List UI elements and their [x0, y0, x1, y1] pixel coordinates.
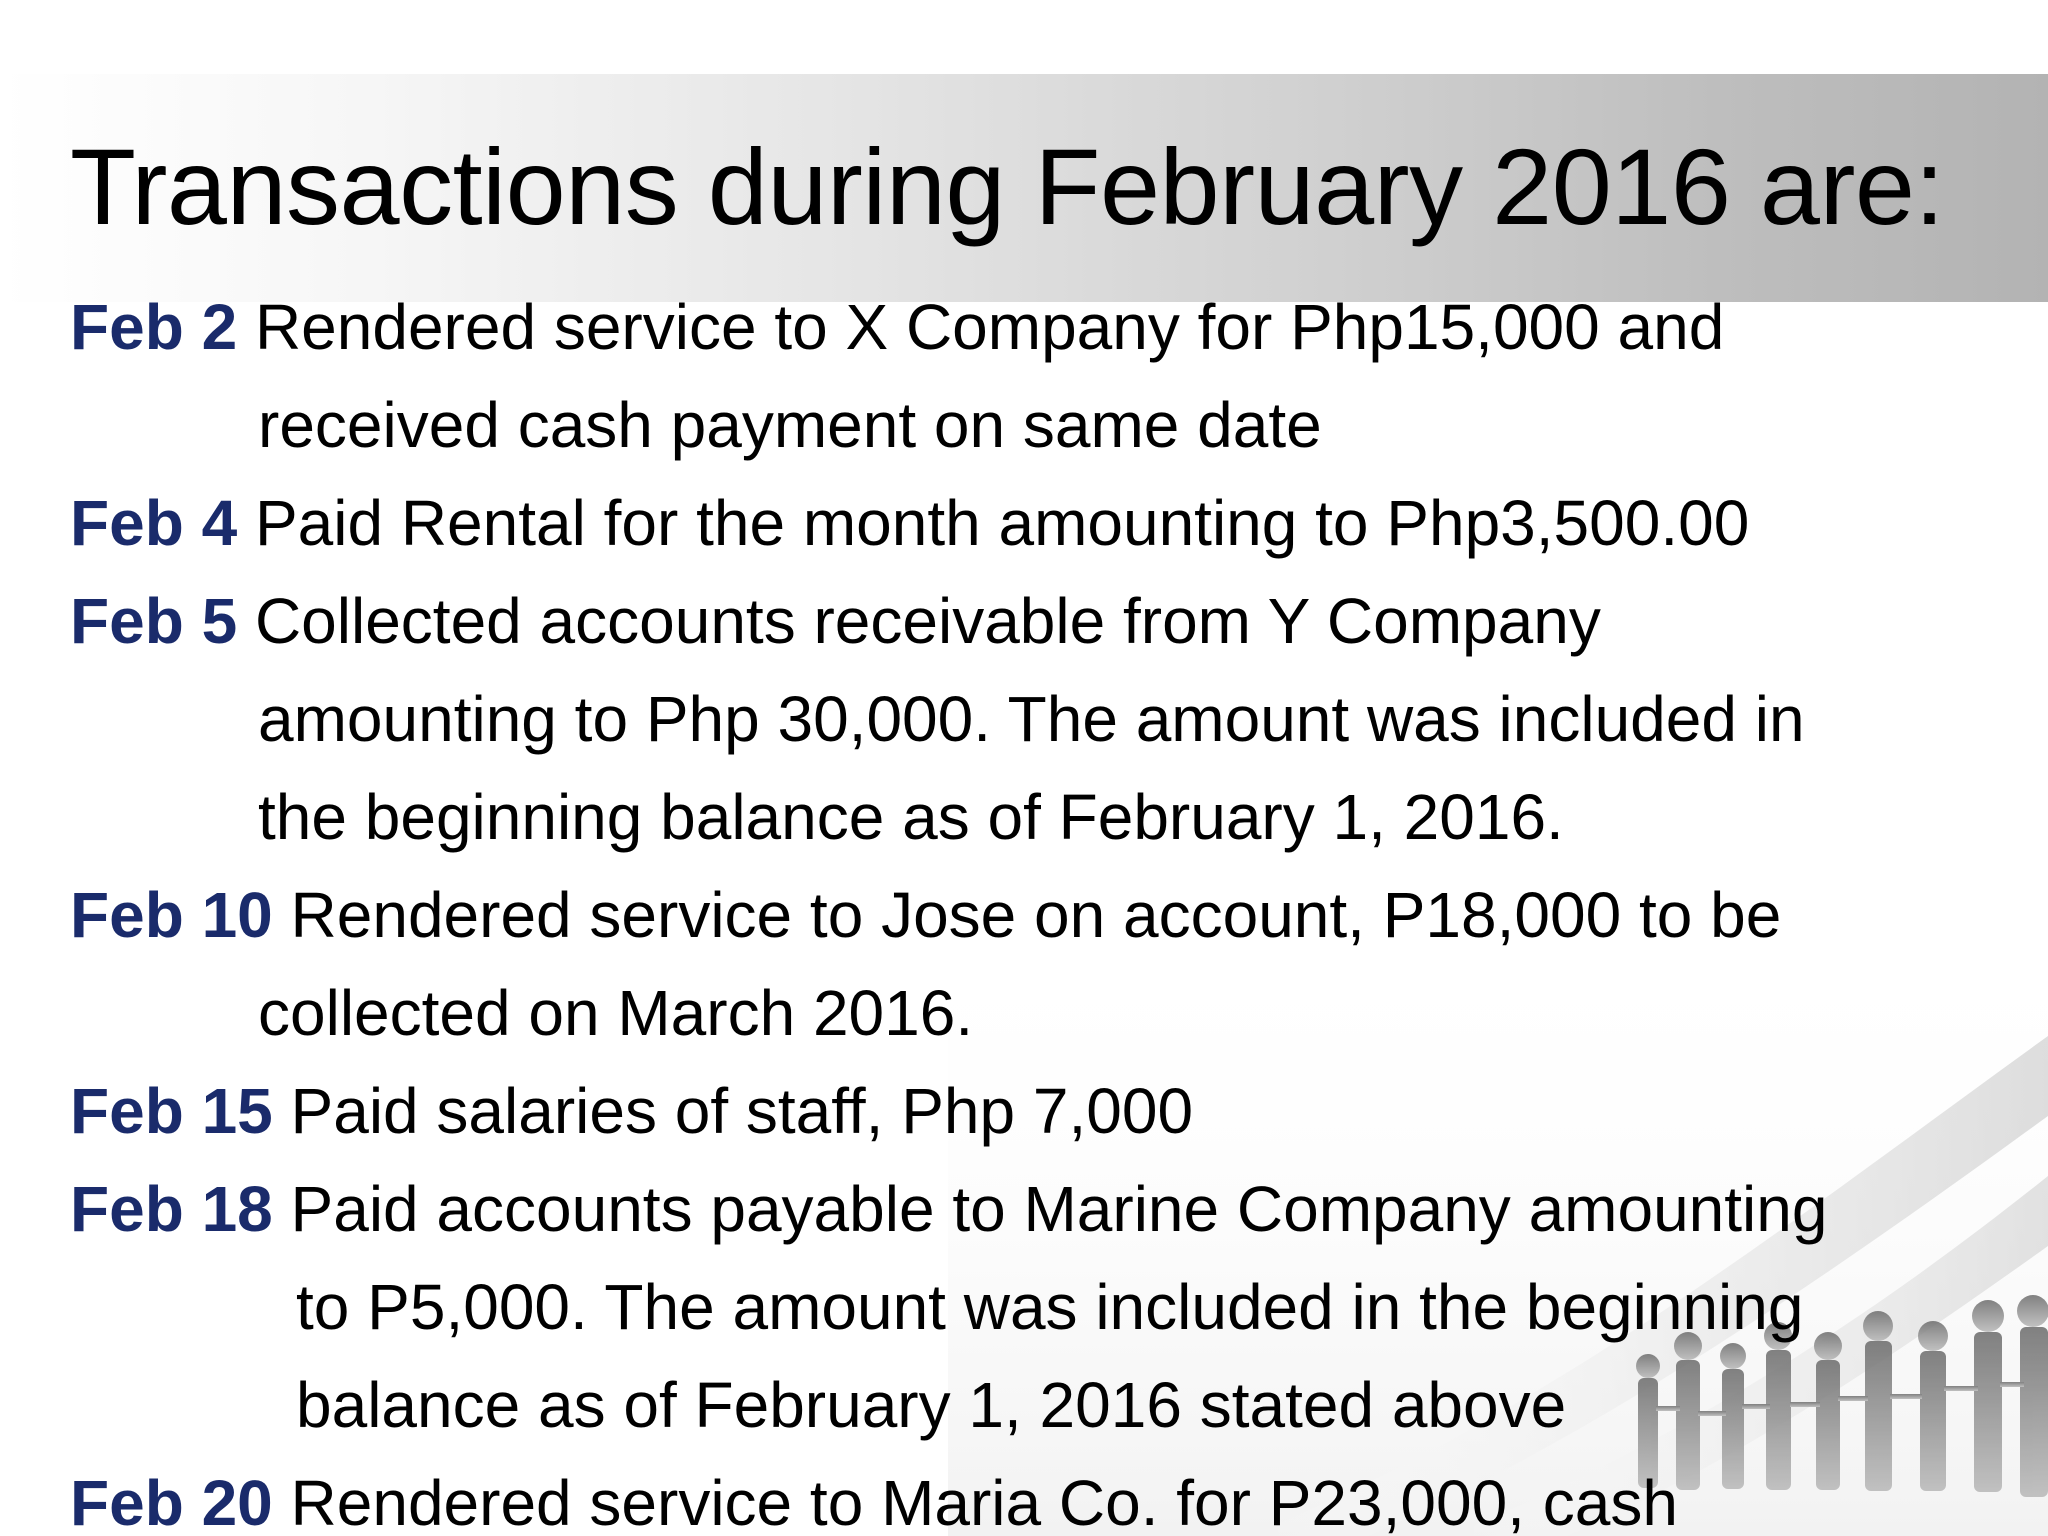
transaction-text: the beginning balance as of February 1, 2016. [258, 781, 1564, 853]
transaction-line [70, 1454, 2030, 1536]
transaction-text: Paid salaries of staff, Php 7,000 [290, 1075, 1194, 1147]
transaction-date: Feb 2 [70, 291, 238, 363]
transaction-text: Rendered service to Jose on account, P18,000 to be [290, 879, 1782, 951]
transaction-text: received cash payment on same date [258, 389, 1322, 461]
transaction-text: to P5,000. The amount was included in the beginning [296, 1271, 1804, 1343]
transaction-text: Paid Rental for the month amounting to Php3,500.00 [254, 487, 1750, 559]
transaction-date: Feb 20 [70, 1467, 273, 1536]
transaction-text: Paid accounts payable to Marine Company amounting [290, 1173, 1828, 1245]
transaction-line [70, 474, 2030, 572]
transaction-text: Rendered service to X Company for Php15,000 and [254, 291, 1725, 363]
transaction-date: Feb 15 [70, 1075, 273, 1147]
transaction-text: collected on March 2016. [258, 977, 974, 1049]
transaction-line-continued [70, 1356, 2030, 1454]
transaction-text: amounting to Php 30,000. The amount was included in [258, 683, 1805, 755]
transaction-line [70, 1160, 2030, 1258]
transaction-date: Feb 5 [70, 585, 238, 657]
transaction-line [70, 866, 2030, 964]
slide-title: Transactions during February 2016 are: [70, 126, 1945, 247]
transaction-text: Rendered service to Maria Co. for P23,000, cash [290, 1467, 1678, 1536]
transaction-line [70, 572, 2030, 670]
transactions-list [70, 278, 2030, 1536]
transaction-date: Feb 10 [70, 879, 273, 951]
transaction-date: Feb 4 [70, 487, 238, 559]
transaction-line-continued [70, 376, 2030, 474]
transaction-line-continued [70, 1258, 2030, 1356]
transaction-text: balance as of February 1, 2016 stated above [296, 1369, 1567, 1441]
transaction-line-continued [70, 670, 2030, 768]
transaction-line-continued [70, 964, 2030, 1062]
transaction-text: Collected accounts receivable from Y Company [254, 585, 1601, 657]
transaction-date: Feb 18 [70, 1173, 273, 1245]
transaction-line [70, 1062, 2030, 1160]
transaction-line-continued [70, 768, 2030, 866]
transaction-line [70, 278, 2030, 376]
